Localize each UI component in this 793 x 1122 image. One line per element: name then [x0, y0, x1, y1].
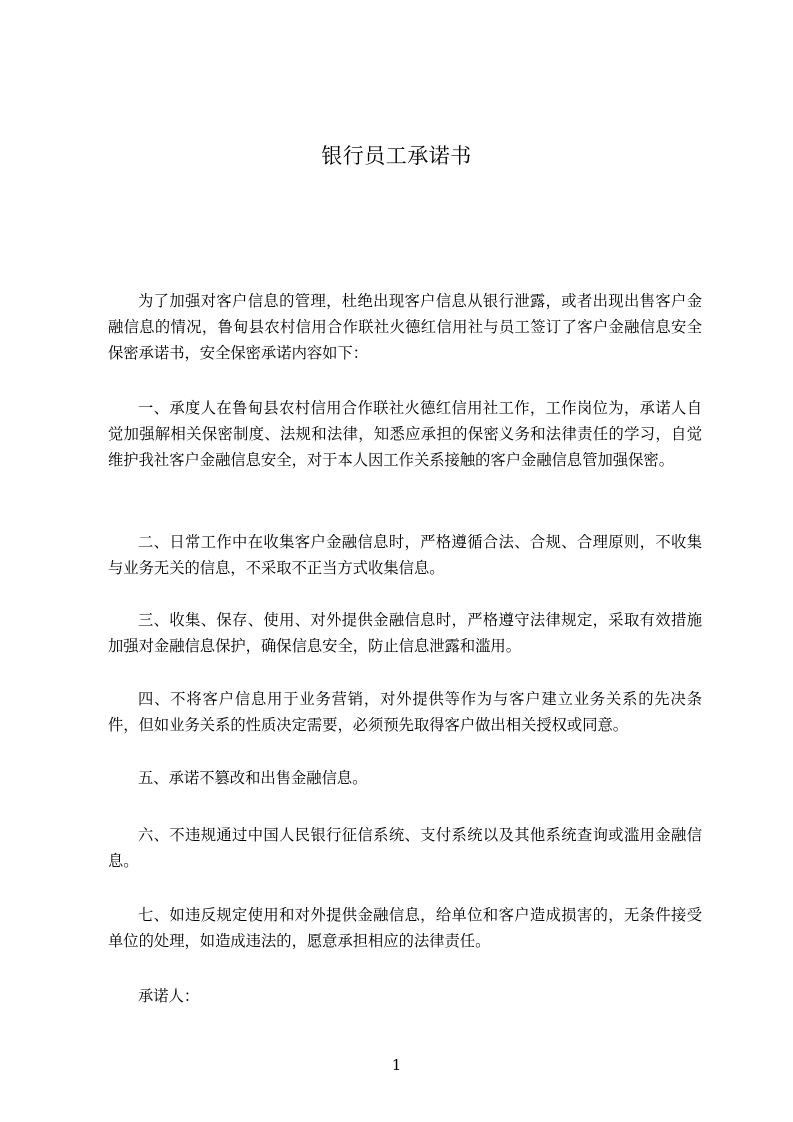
- clause-1: 一、承度人在鲁甸县农村信用合作联社火德红信用社工作，工作岗位为，承诺人自觉加强解相关保密制度、法规和法律，知悉应承担的保密义务和法律责任的学习，自觉维护我社客户金融信息安全，对于本人因工作关系接触的客户金融信息管加强保密。: [108, 399, 702, 469]
- clause-4: 四、不将客户信息用于业务营销，对外提供等作为与客户建立业务关系的先决条件，但如业务关系的性质决定需要，必须预先取得客户做出相关授权或同意。: [108, 690, 702, 734]
- intro-paragraph: 为了加强对客户信息的管理，杜绝出现客户信息从银行泄露，或者出现出售客户金融信息的情况，鲁甸县农村信用合作联社火德红信用社与员工签订了客户金融信息安全保密承诺书，安全保密承诺内容如下：: [108, 292, 702, 362]
- clause-2: 二、日常工作中在收集客户金融信息时，严格遵循合法、合规、合理原则，不收集与业务无关的信息，不采取不正当方式收集信息。: [108, 533, 702, 577]
- clause-3: 三、收集、保存、使用、对外提供金融信息时，严格遵守法律规定，采取有效措施加强对金融信息保护，确保信息安全，防止信息泄露和滥用。: [108, 611, 702, 655]
- document-title: 银行员工承诺书: [321, 144, 472, 168]
- clause-7: 七、如违反规定使用和对外提供金融信息，给单位和客户造成损害的，无条件接受单位的处理，如造成违法的，愿意承担相应的法律责任。: [108, 906, 702, 950]
- clause-5: 五、承诺不篡改和出售金融信息。: [138, 769, 368, 787]
- page-number: 1: [391, 1056, 402, 1074]
- clause-6: 六、不违规通过中国人民银行征信系统、支付系统以及其他系统查询或滥用金融信息。: [108, 826, 702, 870]
- signature-line: 承诺人：: [138, 987, 200, 1005]
